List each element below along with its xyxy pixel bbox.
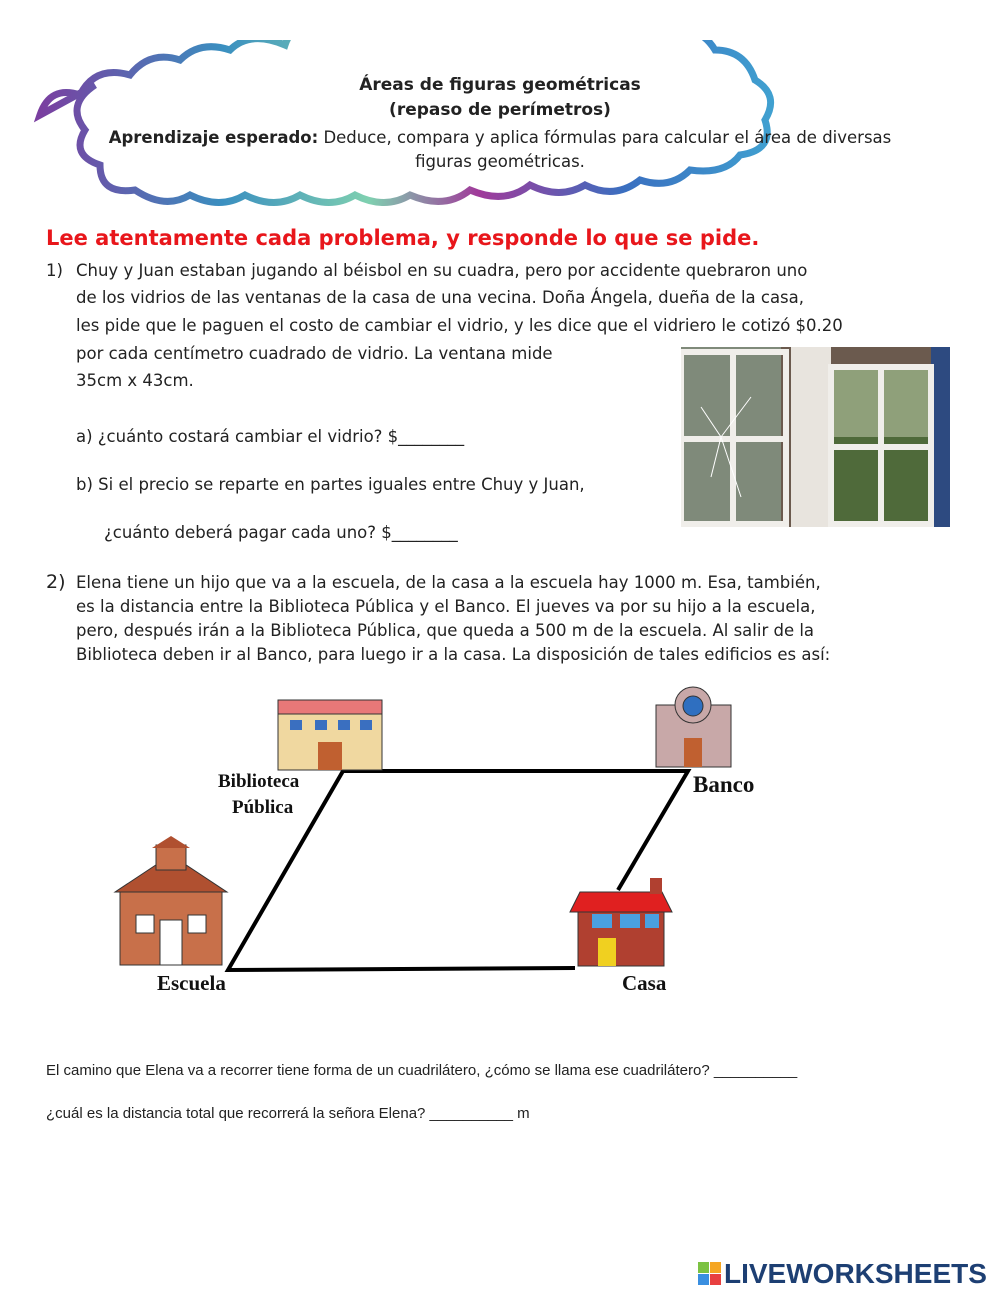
problem1-line: 35cm x 43cm. [76, 371, 194, 390]
house-icon [570, 878, 672, 966]
label-publica: Pública [232, 797, 294, 818]
label-biblioteca: Biblioteca [218, 771, 300, 792]
problem1-line: les pide que le paguen el costo de cambiar el vidrio, y les dice que el vidriero le cotizó $0.20 [76, 316, 843, 335]
label-casa: Casa [622, 971, 667, 995]
problem2-number: 2) [46, 571, 66, 593]
problem2-line: pero, después irán a la Biblioteca Pública, que queda a 500 m de la escuela. Al salir de la [76, 621, 815, 640]
question-distance[interactable]: ¿cuál es la distancia total que recorrerá la señora Elena? __________ m [46, 1105, 530, 1122]
question-quadrilateral[interactable]: El camino que Elena va a recorrer tiene forma de un cuadrilátero, ¿cómo se llama ese cuadrilátero? __________ [46, 1062, 798, 1079]
school-icon [115, 836, 227, 965]
logo-text: LIVEWORKSHEETS [724, 1258, 987, 1289]
problem1-line: de los vidrios de las ventanas de la casa de una vecina. Doña Ángela, dueña de la casa, [76, 288, 805, 307]
problem2-line: Elena tiene un hijo que va a la escuela, de la casa a la escuela hay 1000 m. Esa, también, [76, 573, 821, 592]
aprendizaje-text-2: figuras geométricas. [415, 152, 585, 171]
aprendizaje-text: Deduce, compara y aplica fórmulas para calcular el área de diversas [318, 128, 892, 147]
aprendizaje-label: Aprendizaje esperado: [108, 128, 319, 147]
title: Áreas de figuras geométricas [359, 75, 641, 95]
subtitle: (repaso de perímetros) [389, 100, 611, 120]
library-icon [278, 700, 382, 770]
problem1-line: Chuy y Juan estaban jugando al béisbol en su cuadra, pero por accidente quebraron uno [76, 261, 808, 280]
label-escuela: Escuela [157, 971, 226, 995]
problem2-line: es la distancia entre la Biblioteca Pública y el Banco. El jueves va por su hijo a la escuela, [76, 597, 816, 616]
liveworksheets-logo [698, 1258, 987, 1290]
problem1-number: 1) [46, 261, 63, 280]
instruction: Lee atentamente cada problema, y responde lo que se pide. [46, 226, 760, 250]
question-b-answer[interactable]: ¿cuánto deberá pagar cada uno? $________ [104, 523, 458, 542]
question-a[interactable]: a) ¿cuánto costará cambiar el vidrio? $________ [76, 427, 465, 446]
live-logo-icon [698, 1262, 722, 1286]
label-banco: Banco [693, 772, 755, 797]
problem2-line: Biblioteca deben ir al Banco, para luego ir a la casa. La disposición de tales edificios es así: [76, 645, 831, 664]
bank-icon [656, 687, 731, 767]
problem1-line: por cada centímetro cuadrado de vidrio. La ventana mide [76, 344, 553, 363]
question-b: b) Si el precio se reparte en partes iguales entre Chuy y Juan, [76, 475, 585, 494]
